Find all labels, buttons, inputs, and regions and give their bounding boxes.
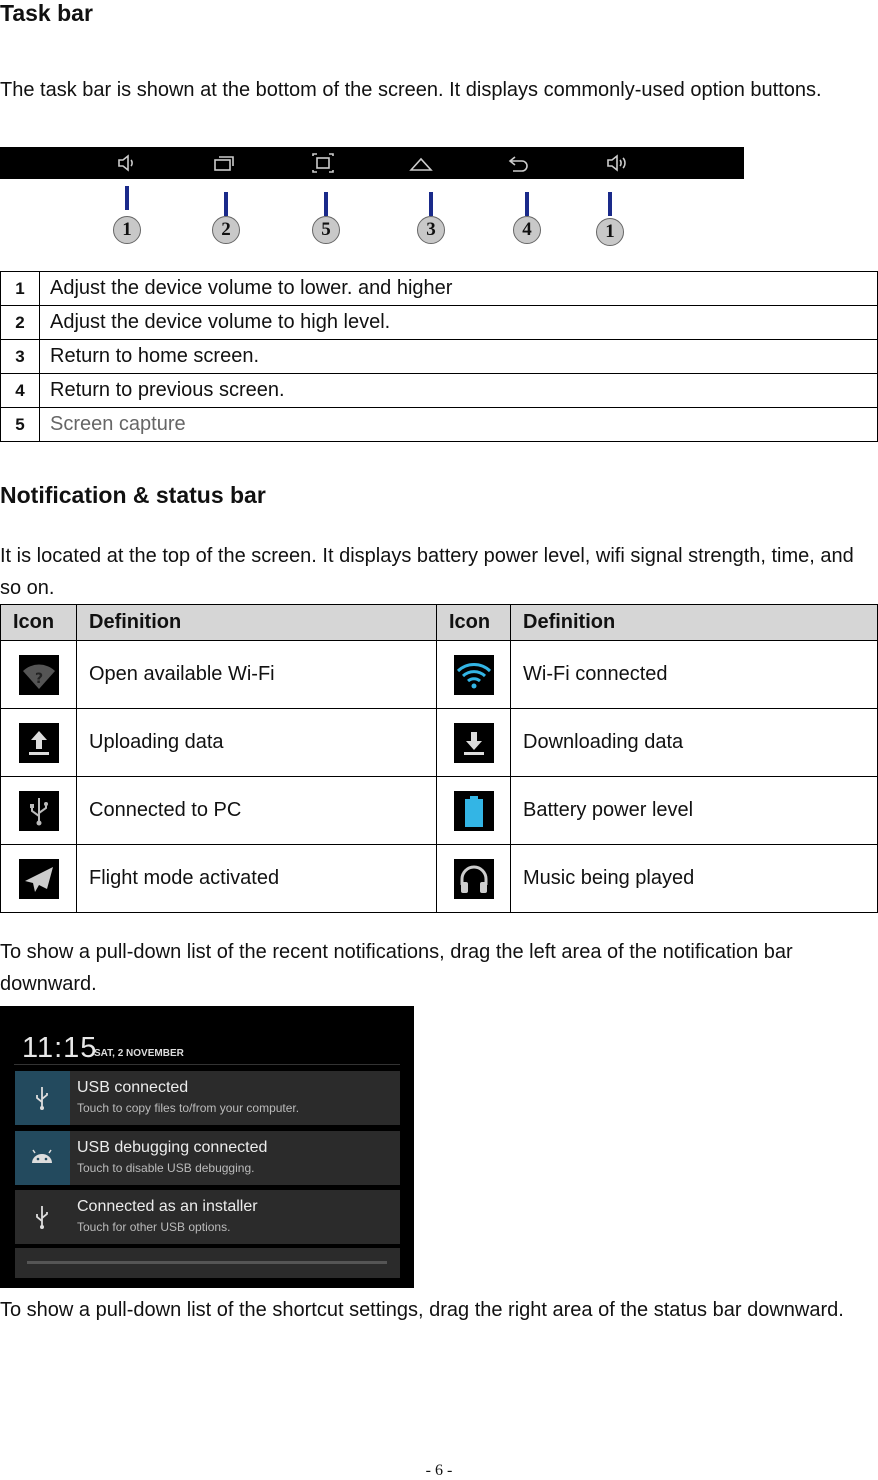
callout-1b: 1	[596, 218, 624, 246]
task-bar-heading: Task bar	[0, 0, 93, 26]
wifi-open-icon	[19, 655, 59, 695]
icon-cell	[437, 641, 511, 709]
panel-drag-handle[interactable]	[15, 1248, 400, 1278]
col-header-icon: Icon	[437, 605, 511, 641]
wifi-connected-icon	[454, 655, 494, 695]
drag-handle-line	[27, 1261, 387, 1264]
legend-text: Screen capture	[40, 408, 878, 442]
screen-capture-icon	[311, 151, 335, 175]
legend-num: 4	[1, 374, 40, 408]
usb-icon	[15, 1190, 70, 1244]
icon-cell	[1, 641, 77, 709]
legend-num: 3	[1, 340, 40, 374]
legend-num: 1	[1, 272, 40, 306]
table-row	[1, 408, 878, 442]
notification-panel-screenshot	[0, 1006, 414, 1288]
legend-num: 5	[1, 408, 40, 442]
table-row	[1, 641, 878, 709]
callout-1: 1	[113, 216, 141, 244]
notification-title: USB debugging connected	[77, 1139, 268, 1156]
table-row	[1, 272, 878, 306]
legend-text: Return to home screen.	[40, 340, 878, 374]
definition-cell: Uploading data	[77, 709, 437, 777]
col-header-definition: Definition	[77, 605, 437, 641]
definition-cell: Flight mode activated	[77, 845, 437, 913]
legend-num: 2	[1, 306, 40, 340]
callout-stem	[608, 192, 612, 216]
col-header-icon: Icon	[1, 605, 77, 641]
headphones-icon	[454, 859, 494, 899]
definition-cell: Connected to PC	[77, 777, 437, 845]
callout-stem	[224, 192, 228, 216]
callout-stem	[324, 192, 328, 216]
notification-title: USB connected	[77, 1079, 189, 1096]
volume-up-icon	[605, 151, 629, 175]
pulldown-instructions: To show a pull-down list of the recent notifications, drag the left area of the notification bar downward.	[0, 941, 793, 995]
notification-item[interactable]	[15, 1190, 400, 1244]
home-icon	[409, 151, 433, 175]
icon-cell	[1, 845, 77, 913]
icon-cell	[1, 709, 77, 777]
usb-icon	[15, 1071, 70, 1125]
task-bar-image	[0, 147, 744, 179]
svg-text:?: ?	[34, 670, 43, 687]
divider	[14, 1064, 400, 1065]
status-icon-table	[0, 604, 878, 913]
notification-subtitle: Touch to copy files to/from your computer.	[77, 1101, 300, 1115]
task-bar-legend-table	[0, 271, 878, 442]
definition-cell: Open available Wi-Fi	[77, 641, 437, 709]
airplane-icon	[19, 859, 59, 899]
definition-cell: Music being played	[511, 845, 878, 913]
callout-5: 5	[312, 216, 340, 244]
battery-icon	[454, 791, 494, 831]
col-header-definition: Definition	[511, 605, 878, 641]
callout-2: 2	[212, 216, 240, 244]
notification-subtitle: Touch for other USB options.	[77, 1220, 231, 1234]
definition-cell: Wi-Fi connected	[511, 641, 878, 709]
upload-icon	[19, 723, 59, 763]
callout-4: 4	[513, 216, 541, 244]
panel-date: SAT, 2 NOVEMBER	[94, 1048, 184, 1059]
status-bar-heading: Notification & status bar	[0, 482, 266, 508]
back-icon	[507, 151, 531, 175]
legend-text: Adjust the device volume to lower. and higher	[40, 272, 878, 306]
callout-stem	[125, 186, 129, 210]
recent-apps-icon	[212, 151, 236, 175]
table-row	[1, 374, 878, 408]
shortcut-instructions: To show a pull-down list of the shortcut settings, drag the right area of the status bar downward.	[0, 1299, 844, 1321]
page-number: - 6 -	[425, 1462, 453, 1479]
table-header-row	[1, 605, 878, 641]
callout-3: 3	[417, 216, 445, 244]
table-row	[1, 306, 878, 340]
notification-item[interactable]	[15, 1071, 400, 1125]
callout-stem	[525, 192, 529, 216]
legend-text: Adjust the device volume to high level.	[40, 306, 878, 340]
table-row	[1, 845, 878, 913]
volume-down-icon	[115, 151, 139, 175]
callout-stem	[429, 192, 433, 216]
usb-icon	[19, 791, 59, 831]
icon-cell	[437, 845, 511, 913]
panel-time: 11:15	[22, 1032, 98, 1064]
table-row	[1, 340, 878, 374]
icon-cell	[1, 777, 77, 845]
table-row	[1, 777, 878, 845]
icon-cell	[437, 709, 511, 777]
table-row	[1, 709, 878, 777]
definition-cell: Battery power level	[511, 777, 878, 845]
notification-title: Connected as an installer	[77, 1198, 258, 1215]
task-bar-intro: The task bar is shown at the bottom of the screen. It displays commonly-used option buttons.	[0, 79, 822, 101]
status-bar-intro: It is located at the top of the screen. It displays battery power level, wifi signal strength, time, and so on.	[0, 545, 854, 599]
definition-cell: Downloading data	[511, 709, 878, 777]
legend-text: Return to previous screen.	[40, 374, 878, 408]
android-icon	[15, 1131, 70, 1185]
notification-subtitle: Touch to disable USB debugging.	[77, 1161, 255, 1175]
download-icon	[454, 723, 494, 763]
icon-cell	[437, 777, 511, 845]
notification-item[interactable]	[15, 1131, 400, 1185]
